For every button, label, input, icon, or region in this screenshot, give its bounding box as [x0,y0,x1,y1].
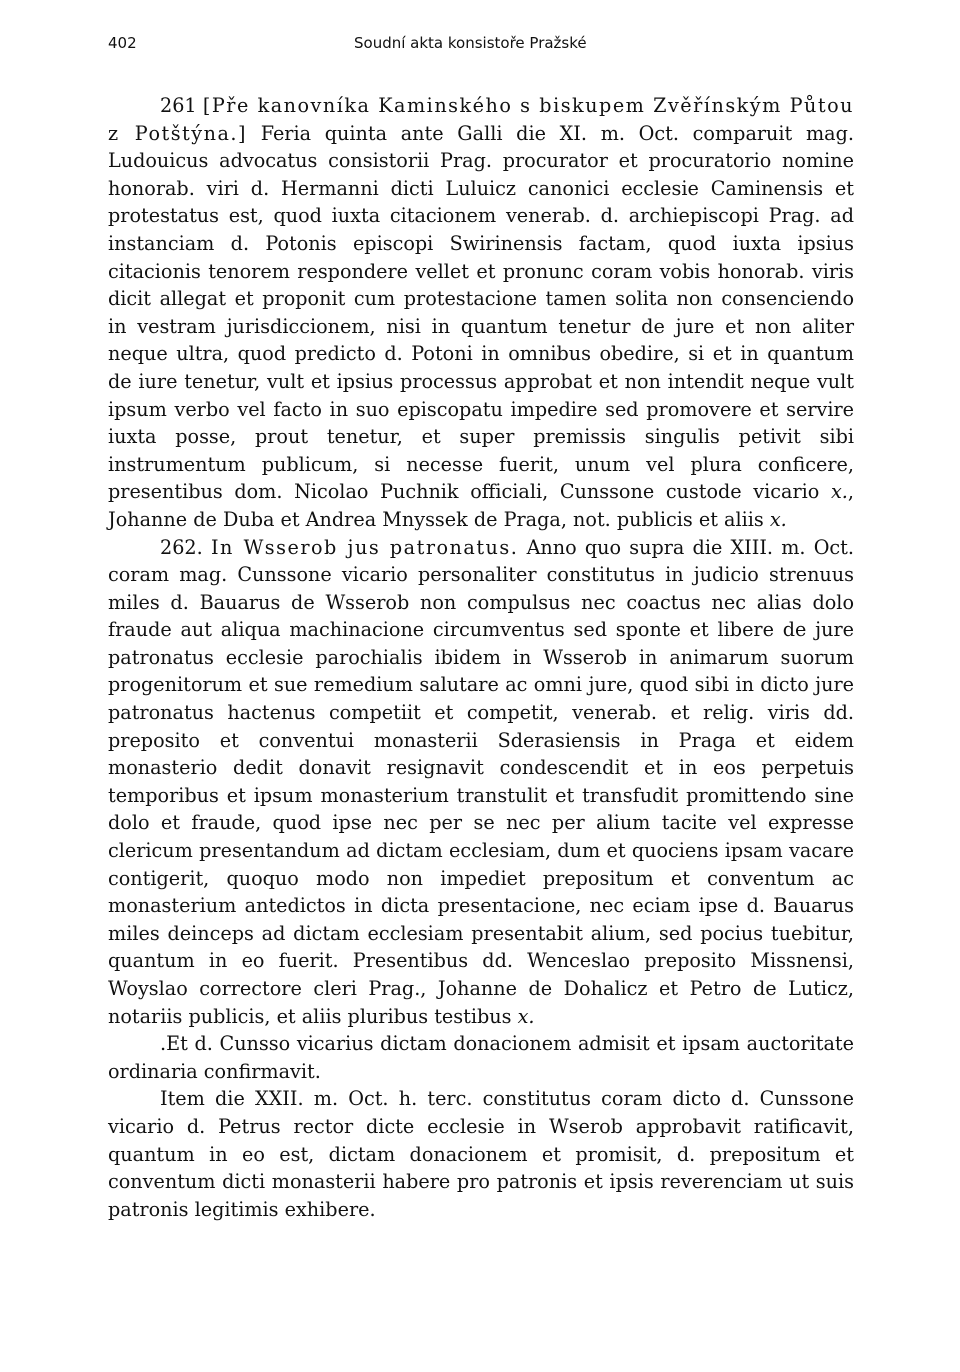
document-page [108,34,854,1223]
entry-title: In Wsserob jus patronatus. [210,535,519,559]
entry-title: [Pře kanovníka Kaminského s biskupem Zvěřínským Půtou z Potštýna.] [108,94,854,145]
paragraph-ratification: Item die XXII. m. Oct. h. terc. constitutus coram dicto d. Cunssone vicario d. Petrus rector dicte ecclesie in Wserob approbavit ratificavit, quantum in eo est, dictam donacionem et promisit, d. prepositum et conventum dicti monasterii habere pro patronis et ipsis reverenciam ut suis patronis legitimis exhibere. [108,1087,854,1221]
etc-abbreviation: x. [830,480,848,504]
entry-text: Anno quo supra die XIII. m. Oct. coram mag. Cunssone vicario personaliter constitutus in judicio strenuus miles d. Bauarus de Wsserob non compulsus nec coactus nec alias dolo fraude aut aliqua machinacione circumventus sed sponte et libere de jure patronatus ecclesie parochialis ibidem in Wsserob in animarum suorum progenitorum et sue remedium salutare ac omni jure, quod sibi in dicto jure patronatus hactenus competiit et competit, venerab. et relig. viris dd. preposito et conventui monasterii Sderasiensis in Praga et eidem monasterio dedit donavit resignavit condescendit et in eos perpetuis temporibus et ipsum monasterium transtulit et transfudit promittendo sine dolo et fraude, quod ipse nec per se nec per alium tacite vel expresse clericum presentandum ad dictam ecclesiam, dum et quociens ipsam vacare contigerit, quoquo modo non impediet prepositum et conventum ac monasterium antedictos in dicta presentacione, nec eciam ipse d. Bauarus miles deinceps ad dictam ecclesiam presentabit alium, sed pocius tuebitur, quantum in eo fuerit. Presentibus dd. Wenceslao preposito Missnensi, Woyslao correctore cleri Prag., Johanne de Dohalicz et Petro de Luticz, notariis publicis, et aliis pluribus testibus [108,535,854,1028]
paragraph-confirmation: .Et d. Cunsso vicarius dictam donacionem admisit et ipsam auctoritate ordinaria confirmavit. [108,1032,854,1083]
entry-number: 262. [160,535,203,559]
running-header [108,34,854,60]
entry-text-continued: , Johanne de Duba et Andrea Mnyssek de Praga, not. publicis et aliis [108,480,854,531]
document-body [108,92,854,1223]
entry-text: Feria quinta ante Galli die XI. m. Oct. comparuit mag. Ludouicus advocatus consistorii Prag. procurator et procuratorio nomine honorab. viri d. Hermanni dicti Luluicz canonici ecclesie Caminensis et protestatus est, quod iuxta citacionem venerab. d. archiepiscopi Prag. ad instanciam d. Potonis episcopi Swirinensis factam, quod iuxta ipsius citacionis tenorem respondere vellet et pronunc coram vobis honorab. viris dicit allegat et proponit cum protestacione tamen solita non consenciendo in vestram jurisdiccionem, nisi in quantum tenetur de jure et non aliter neque ultra, quod predicto d. Potoni in omnibus obedire, si et in quantum de iure tenetur, vult et ipsius processus approbat et non intendit neque vult ipsum verbo vel facto in suo episcopatu impedire sed promovere et servire iuxta posse, prout tenetur, et super premissis singulis petivit sibi instrumentum publicum, si necesse fuerit, unum vel plura conficere, presentibus dom. Nicolao Puchnik officiali, Cunssone custode vicario [108,121,854,504]
entry-262 [108,534,854,1031]
entry-261 [108,92,854,534]
page-number: 402 [108,34,137,52]
running-title: Soudní akta konsistoře Pražské [354,34,587,52]
etc-abbreviation: x. [517,1004,535,1028]
etc-abbreviation: x. [769,507,787,531]
entry-number: 261 [160,94,197,117]
